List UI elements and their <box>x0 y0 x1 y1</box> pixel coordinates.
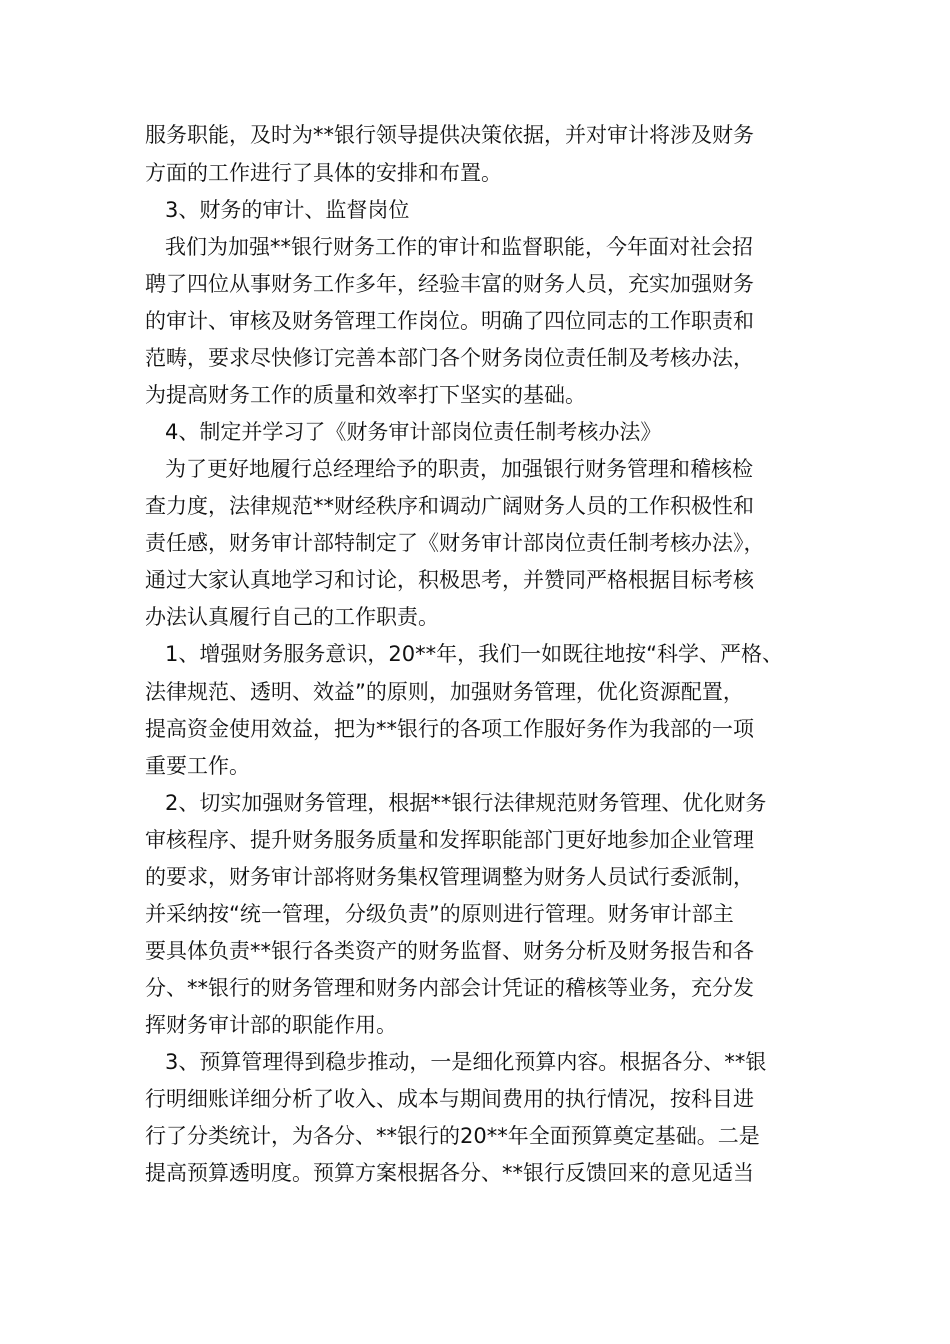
text-line: 的要求，财务审计部将财务集权管理调整为财务人员试行委派制， <box>145 865 754 889</box>
text-line: 挥财务审计部的职能作用。 <box>145 1013 397 1037</box>
text-line: 提高预算透明度。预算方案根据各分、**银行反馈回来的意见适当 <box>145 1161 754 1185</box>
text-line: 的审计、审核及财务管理工作岗位。明确了四位同志的工作职责和 <box>145 309 754 333</box>
text-line: 行明细账详细分析了收入、成本与期间费用的执行情况，按科目进 <box>145 1087 754 1111</box>
text-line: 要具体负责**银行各类资产的财务监督、财务分析及财务报告和各 <box>145 939 754 963</box>
section-heading: 4、制定并学习了《财务审计部岗位责任制考核办法》 <box>165 420 662 444</box>
section-heading: 3、财务的审计、监督岗位 <box>165 198 410 222</box>
text-line: 分、**银行的财务管理和财务内部会计凭证的稽核等业务，充分发 <box>145 976 754 1000</box>
text-line: 为提高财务工作的质量和效率打下坚实的基础。 <box>145 383 586 407</box>
text-line: 并采纳按“统一管理，分级负责”的原则进行管理。财务审计部主 <box>145 902 734 926</box>
paragraph-first-line: 1、增强财务服务意识，20**年，我们一如既往地按“科学、严格、 <box>165 642 783 666</box>
paragraph-first-line: 为了更好地履行总经理给予的职责，加强银行财务管理和稽核检 <box>165 457 753 481</box>
text-line: 法律规范、透明、效益”的原则，加强财务管理，优化资源配置， <box>145 680 744 704</box>
text-line: 服务职能，及时为**银行领导提供决策依据，并对审计将涉及财务 <box>145 123 754 147</box>
text-line: 方面的工作进行了具体的安排和布置。 <box>145 161 502 185</box>
paragraph-first-line: 我们为加强**银行财务工作的审计和监督职能，今年面对社会招 <box>165 235 753 259</box>
text-line: 审核程序、提升财务服务质量和发挥职能部门更好地参加企业管理 <box>145 828 754 852</box>
text-line: 重要工作。 <box>145 754 250 778</box>
text-line: 办法认真履行自己的工作职责。 <box>145 605 439 629</box>
text-line: 提高资金使用效益，把为**银行的各项工作服好务作为我部的一项 <box>145 717 754 741</box>
paragraph-first-line: 3、预算管理得到稳步推动，一是细化预算内容。根据各分、**银 <box>165 1050 767 1074</box>
text-line: 聘了四位从事财务工作多年，经验丰富的财务人员，充实加强财务 <box>145 272 754 296</box>
paragraph-first-line: 2、切实加强财务管理，根据**银行法律规范财务管理、优化财务 <box>165 791 767 815</box>
text-line: 查力度，法律规范**财经秩序和调动广阔财务人员的工作积极性和 <box>145 494 754 518</box>
text-line: 通过大家认真地学习和讨论，积极思考，并赞同严格根据目标考核 <box>145 568 754 592</box>
text-line: 范畴，要求尽快修订完善本部门各个财务岗位责任制及考核办法， <box>145 346 754 370</box>
text-line: 行了分类统计，为各分、**银行的20**年全面预算奠定基础。二是 <box>145 1124 760 1148</box>
text-line: 责任感，财务审计部特制定了《财务审计部岗位责任制考核办法》， <box>145 531 765 555</box>
